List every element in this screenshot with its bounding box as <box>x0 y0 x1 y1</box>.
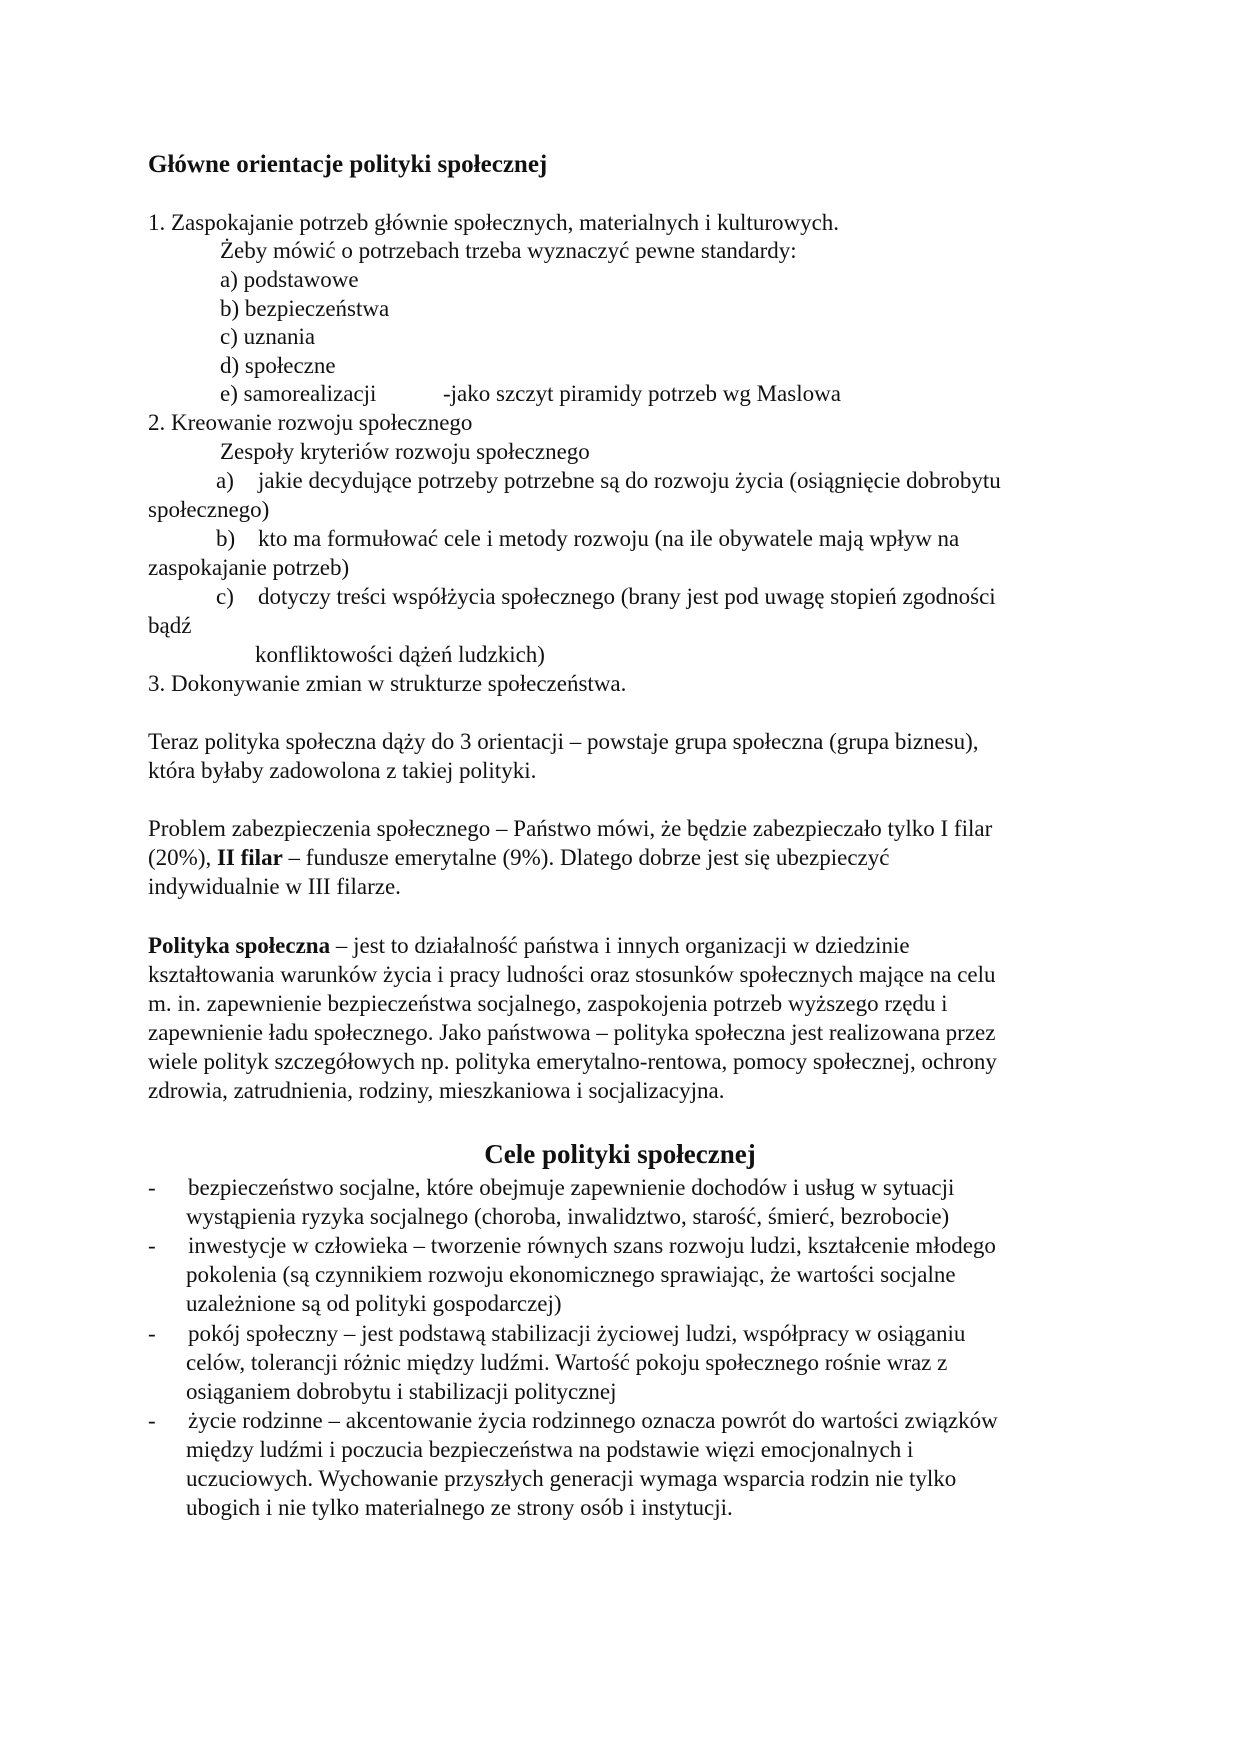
orientation-paragraph-line: która byłaby zadowolona z takiej polityki. <box>148 758 537 783</box>
criteria-text-b: kto ma formułować cele i metody rozwoju (na ile obywatele mają wpływ na <box>258 526 960 551</box>
goal-line: pokolenia (są czynnikiem rozwoju ekonomicznego sprawiając, że wartości socjalne <box>186 1262 956 1287</box>
goal-line: osiąganiem dobrobytu i stabilizacji politycznej <box>186 1379 617 1404</box>
list-item-3: 3. Dokonywanie zmian w strukturze społeczeństwa. <box>148 671 627 696</box>
criteria-text-c-cont2: konfliktowości dążeń ludzkich) <box>255 642 545 667</box>
goal-line: wystąpienia ryzyka socjalnego (choroba, inwalidztwo, starość, śmierć, bezrobocie) <box>186 1204 950 1229</box>
security-text: – fundusze emerytalne (9%). Dlatego dobrze jest się ubezpieczyć <box>282 845 890 870</box>
pillar-ii: II filar <box>216 845 283 870</box>
security-paragraph-line: indywidualnie w III filarze. <box>148 874 401 899</box>
goal-line: celów, tolerancji różnic między ludźmi. Wartość pokoju społecznego rośnie wraz z <box>186 1350 948 1375</box>
goal-line: inwestycje w człowieka – tworzenie równych szans rozwoju ludzi, kształcenie młodego <box>188 1233 996 1258</box>
definition-paragraph-line: kształtowania warunków życia i pracy ludności oraz stosunków społecznych mające na celu <box>148 962 996 987</box>
orientation-paragraph-line: Teraz polityka społeczna dąży do 3 orientacji – powstaje grupa społeczna (grupa biznesu), <box>148 729 979 754</box>
goal-line: ubogich i nie tylko materialnego ze strony osób i instytucji. <box>186 1495 733 1520</box>
goal-line: bezpieczeństwo socjalne, które obejmuje zapewnienie dochodów i usług w sytuacji <box>188 1175 955 1200</box>
definition-paragraph-line: m. in. zapewnienie bezpieczeństwa socjalnego, zaspokojenia potrzeb wyższego rzędu i <box>148 991 948 1016</box>
goal-line: uzależnione są od polityki gospodarczej) <box>186 1291 562 1316</box>
goal-line: uczuciowych. Wychowanie przyszłych generacji wymaga wsparcia rodzin nie tylko <box>186 1466 957 1491</box>
definition-paragraph-line <box>148 932 910 960</box>
bullet-dash: - <box>148 1321 156 1346</box>
definition-paragraph-line: wiele polityk szczegółowych np. polityka emerytalno-rentowa, pomocy społecznej, ochrony <box>148 1049 997 1074</box>
list-item-1: 1. Zaspokajanie potrzeb głównie społecznych, materialnych i kulturowych. <box>148 210 840 235</box>
criteria-intro: Zespoły kryteriów rozwoju społecznego <box>220 439 590 464</box>
goal-line: życie rodzinne – akcentowanie życia rodzinnego oznacza powrót do wartości związków <box>188 1408 998 1433</box>
criteria-text-c-cont: bądź <box>148 613 192 638</box>
need-item: c) uznania <box>220 324 316 349</box>
criteria-text-a-cont: społecznego) <box>148 497 270 522</box>
security-paragraph-line <box>148 844 889 872</box>
criteria-text-b-cont: zaspokajanie potrzeb) <box>148 555 350 580</box>
goal-line: między ludźmi i poczucia bezpieczeństwa na podstawie więzi emocjonalnych i <box>186 1437 914 1462</box>
security-paragraph-line: Problem zabezpieczenia społecznego – Państwo mówi, że będzie zabezpieczało tylko I filar <box>148 816 993 841</box>
criteria-text-c: dotyczy treści współżycia społecznego (brany jest pod uwagę stopień zgodności <box>258 584 996 609</box>
security-text: (20%), <box>148 845 217 870</box>
criteria-text-a: jakie decydujące potrzeby potrzebne są do rozwoju życia (osiągnięcie dobrobytu <box>258 468 1001 493</box>
maslow-note: -jako szczyt piramidy potrzeb wg Maslowa <box>443 381 841 406</box>
need-item: d) społeczne <box>220 353 336 378</box>
bullet-dash: - <box>148 1408 156 1433</box>
need-item: b) bezpieczeństwa <box>220 296 390 321</box>
goals-heading: Cele polityki społecznej <box>484 1139 756 1169</box>
needs-intro: Żeby mówić o potrzebach trzeba wyznaczyć pewne standardy: <box>220 238 797 263</box>
bullet-dash: - <box>148 1233 156 1258</box>
criteria-label-a: a) <box>216 468 234 493</box>
criteria-label-b: b) <box>216 526 236 551</box>
definition-text: – jest to działalność państwa i innych organizacji w dziedzinie <box>330 933 910 958</box>
definition-paragraph-line: zapewnienie ładu społecznego. Jako państwowa – polityka społeczna jest realizowana przez <box>148 1020 996 1045</box>
criteria-label-c: c) <box>216 584 234 609</box>
document-title: Główne orientacje polityki społecznej <box>148 151 548 178</box>
need-item: e) samorealizacji <box>220 381 377 406</box>
list-item-2: 2. Kreowanie rozwoju społecznego <box>148 410 473 435</box>
definition-paragraph-line: zdrowia, zatrudnienia, rodziny, mieszkaniowa i socjalizacyjna. <box>148 1078 725 1103</box>
goal-line: pokój społeczny – jest podstawą stabilizacji życiowej ludzi, współpracy w osiąganiu <box>188 1321 966 1346</box>
definition-term: Polityka społeczna <box>148 933 331 958</box>
bullet-dash: - <box>148 1175 156 1200</box>
need-item: a) podstawowe <box>220 267 359 292</box>
